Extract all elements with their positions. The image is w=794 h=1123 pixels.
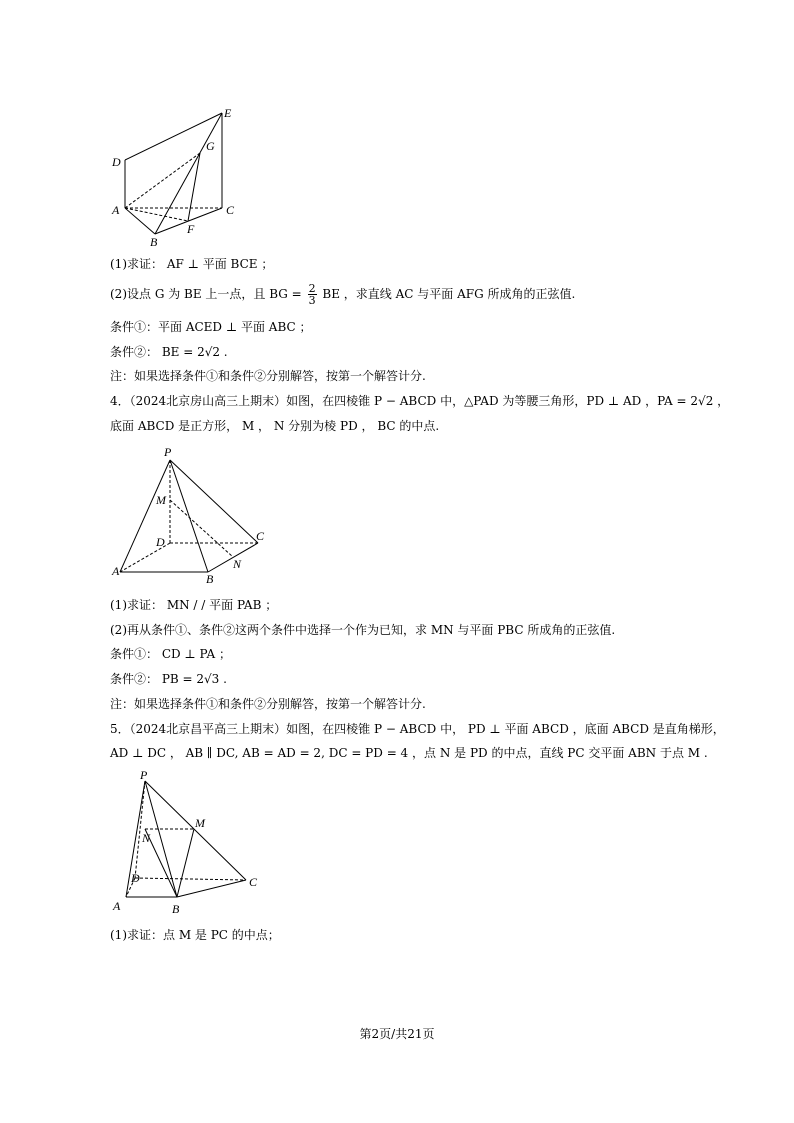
q5-stem-line1: 5．（2024北京昌平高三上期末）如图，在四棱锥 P − ABCD 中， PD ⊥ 平面 ABCD ，底面 ABCD 是直角梯形，	[110, 722, 725, 736]
q3-condition-2: 条件②： BE = 2√2 .	[110, 345, 228, 359]
edge-PA	[120, 460, 170, 572]
label-P: P	[164, 445, 172, 459]
q4-note: 注：如果选择条件①和条件②分别解答，按第一个解答计分.	[110, 697, 426, 711]
fraction-numerator: 2	[308, 282, 316, 295]
figure-prism	[111, 106, 235, 249]
q5-part1: (1)求证：点 M 是 PC 的中点；	[110, 928, 280, 942]
label-E: E	[224, 106, 232, 120]
q3-part2	[110, 283, 575, 306]
q3-part2-pre: (2)设点 G 为 BE 上一点，且 BG =	[110, 287, 302, 301]
q3-note: 注：如果选择条件①和条件②分别解答，按第一个解答计分.	[110, 369, 426, 383]
edge-DC	[135, 878, 246, 880]
q4-stem-line1: 4．（2024北京房山高三上期末）如图，在四棱锥 P − ABCD 中，△PAD 为等腰三角形，PD ⊥ AD ，PA = 2√2 ，	[110, 394, 730, 408]
edge-PB	[170, 460, 208, 572]
figure-pyramid-q4	[111, 445, 265, 586]
label-C: C	[249, 875, 258, 889]
label-C: C	[256, 529, 265, 543]
label-A: A	[112, 564, 120, 578]
label-A: A	[112, 203, 120, 217]
q4-part1: (1)求证： MN / / 平面 PAB ；	[110, 598, 278, 612]
label-D: D	[156, 535, 165, 549]
edge-AG	[125, 153, 200, 208]
edge-PC	[170, 460, 258, 543]
label-B: B	[206, 572, 214, 586]
fraction-denominator: 3	[308, 294, 316, 307]
label-N: N	[233, 557, 242, 571]
label-A: A	[113, 899, 121, 913]
edge-BC	[177, 880, 246, 897]
edge-AF	[125, 208, 188, 221]
figure-pyramid-q5	[112, 768, 258, 916]
label-D: D	[131, 871, 140, 885]
label-P: P	[140, 768, 148, 782]
edge-BM	[177, 829, 194, 897]
label-G: G	[206, 139, 215, 153]
q3-condition-1: 条件①：平面 ACED ⊥ 平面 ABC ；	[110, 320, 312, 334]
edge-PC	[145, 781, 246, 880]
q4-condition-1: 条件①： CD ⊥ PA ；	[110, 647, 231, 661]
label-M: M	[156, 493, 166, 507]
q4-stem-line2: 底面 ABCD 是正方形， M ， N 分别为棱 PD ， BC 的中点.	[110, 419, 440, 433]
label-B: B	[150, 235, 158, 249]
edge-MN	[170, 500, 233, 557]
edge-PD	[135, 781, 145, 878]
fraction-two-thirds	[308, 283, 317, 306]
label-N: N	[142, 831, 151, 845]
label-D: D	[112, 155, 121, 169]
q3-part1: (1)求证： AF ⊥ 平面 BCE ；	[110, 257, 274, 271]
q5-stem-line2: AD ⊥ DC ， AB ∥ DC, AB = AD = 2, DC = PD = 4 ，点 N 是 PD 的中点，直线 PC 交平面 ABN 于点 M .	[110, 746, 708, 760]
label-M: M	[195, 816, 205, 830]
label-F: F	[187, 222, 195, 236]
q4-condition-2: 条件②： PB = 2√3 .	[110, 672, 227, 686]
q3-part2-post: BE ，求直线 AC 与平面 AFG 所成角的正弦值.	[322, 287, 576, 301]
label-C: C	[226, 203, 235, 217]
page-number: 第2页/共21页	[359, 1027, 435, 1041]
edge-AB	[125, 208, 155, 234]
q4-part2: (2)再从条件①、条件②这两个条件中选择一个作为已知，求 MN 与平面 PBC 所成角的正弦值.	[110, 623, 616, 637]
label-B: B	[172, 902, 180, 916]
